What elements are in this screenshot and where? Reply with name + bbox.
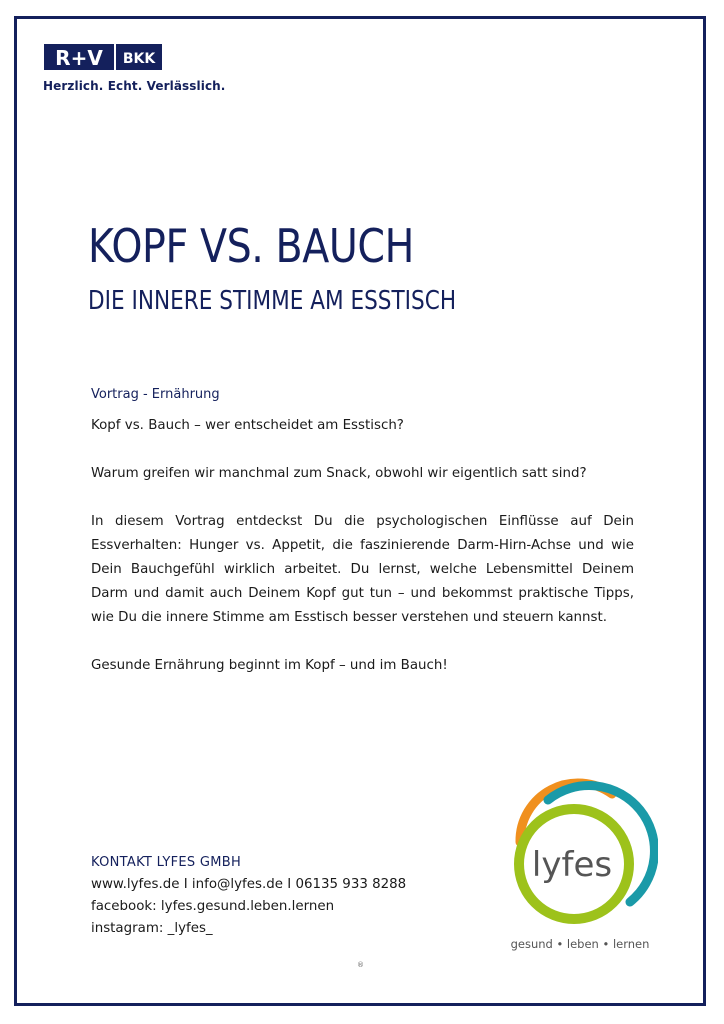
rv-mark-text: R+V xyxy=(55,46,103,70)
bkk-mark-text: BKK xyxy=(122,51,156,67)
body-paragraph-description: In diesem Vortrag entdeckst Du die psychologischen Einflüsse auf Dein Essverhalten: Hunger vs. Appetit, die faszinierende Darm-Hirn-Achse und wie Dein Bauchgefühl wirklich arbeitet. Du lernst, welche Lebensmittel Deinem Darm und damit auch Deinem Kopf gut tun – und bekommst praktische Tipps, wie Du die innere Stimme am Esstisch besser verstehen und steuern kannst. xyxy=(91,514,634,625)
body-paragraph-closing: Gesunde Ernährung beginnt im Kopf – und im Bauch! xyxy=(91,658,448,673)
body-text xyxy=(91,414,634,702)
page-title: KOPF VS. BAUCH xyxy=(88,219,414,273)
category-label: Vortrag - Ernährung xyxy=(91,387,220,402)
contact-facebook: facebook: lyfes.gesund.leben.lernen xyxy=(91,899,335,914)
logo-tagline: Herzlich. Echt. Verlässlich. xyxy=(43,79,226,93)
contact-instagram: instagram: _lyfes_ xyxy=(91,921,213,936)
page-subtitle: DIE INNERE STIMME AM ESSTISCH xyxy=(88,286,457,316)
body-paragraph-question: Kopf vs. Bauch – wer entscheidet am Esstisch? xyxy=(91,418,404,433)
body-paragraph-snack: Warum greifen wir manchmal zum Snack, obwohl wir eigentlich satt sind? xyxy=(91,466,587,481)
rv-bkk-logo xyxy=(44,44,162,70)
contact-web-email-phone: www.lyfes.de I info@lyfes.de I 06135 933 8288 xyxy=(91,877,407,892)
contact-heading: KONTAKT LYFES GMBH xyxy=(91,855,242,870)
registered-mark: ® xyxy=(357,961,364,969)
lyfes-tagline: gesund • leben • lernen xyxy=(510,937,650,951)
lyfes-wordmark: lyfes xyxy=(531,845,613,885)
contact-block xyxy=(91,852,451,940)
lyfes-logo xyxy=(508,772,658,932)
